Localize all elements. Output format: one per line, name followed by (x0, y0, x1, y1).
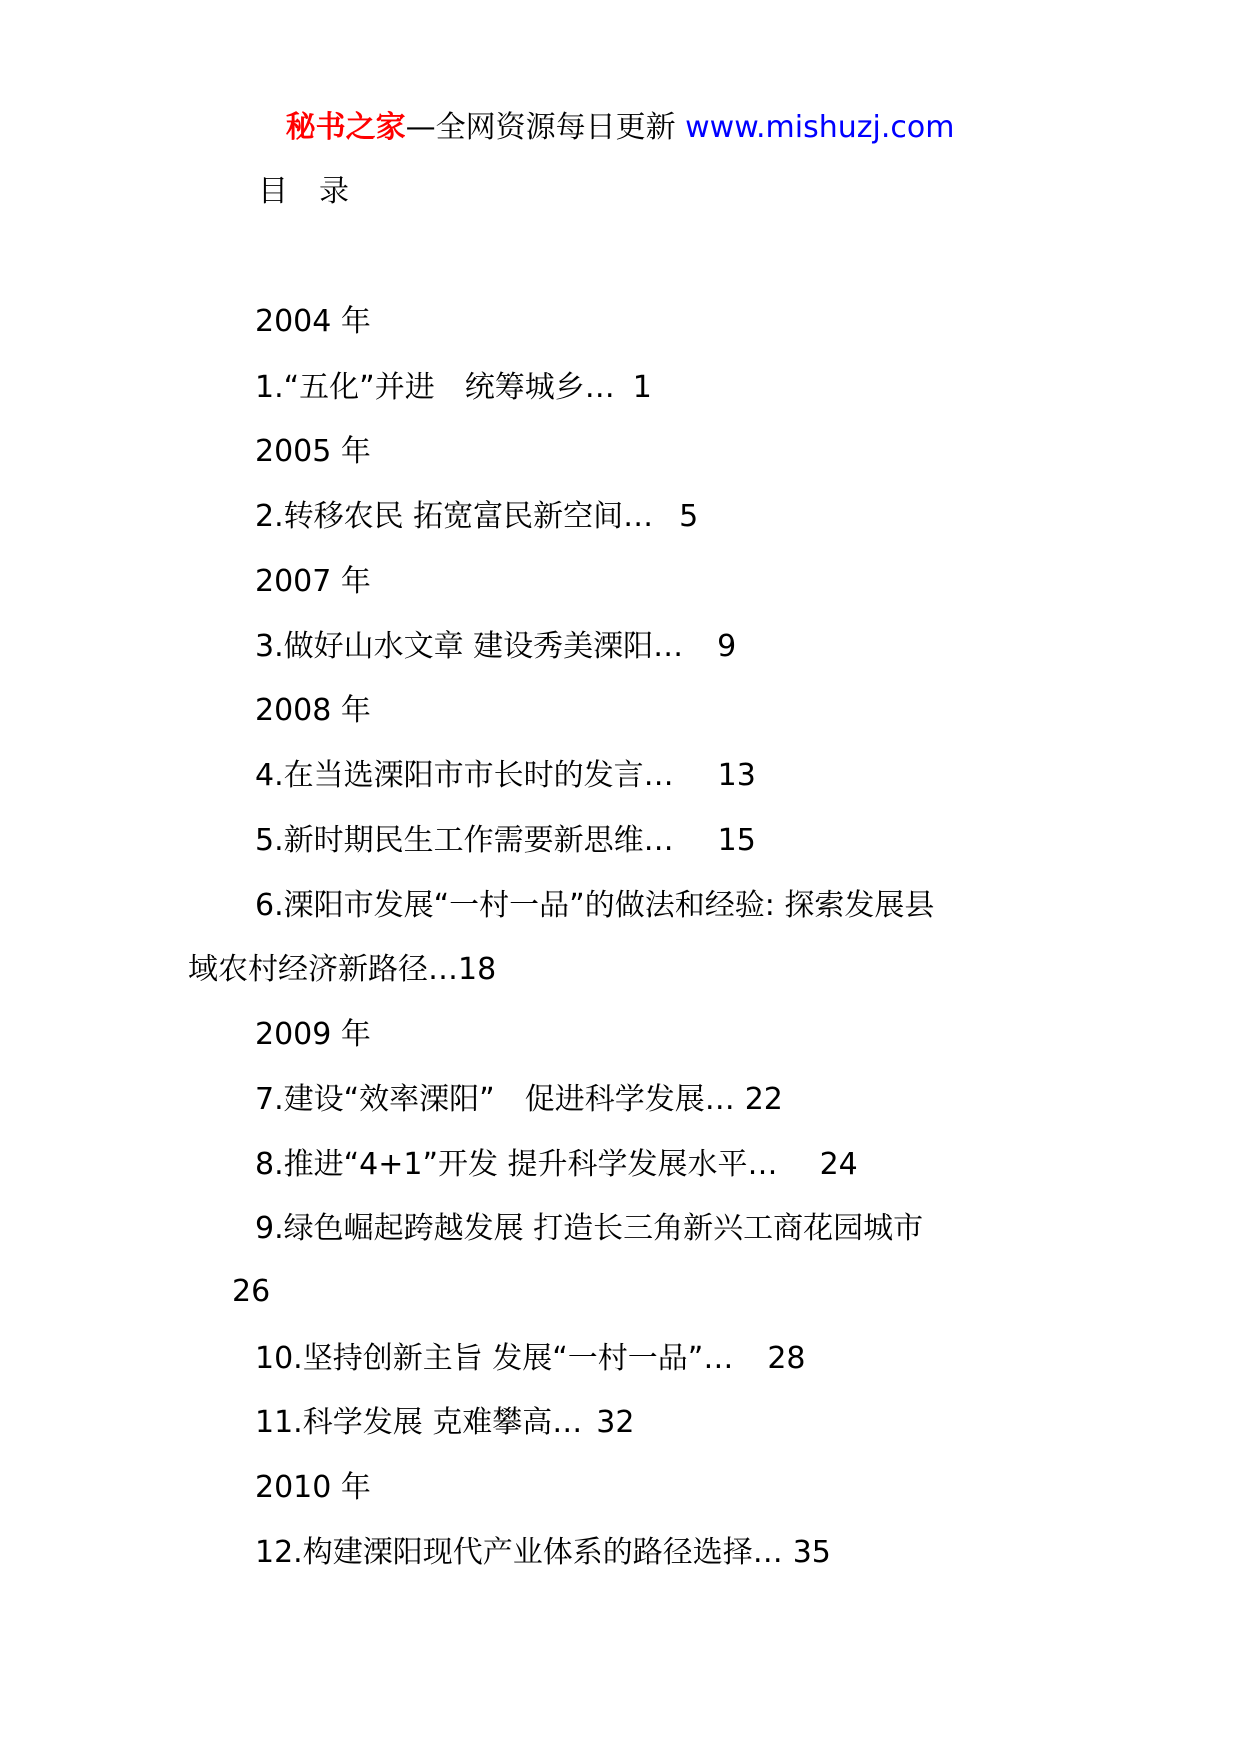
toc-item-8[interactable] (255, 1145, 858, 1185)
year-heading-2010: 2010 年 (255, 1470, 371, 1505)
title-char-1: 目 (258, 174, 289, 209)
toc-item-5[interactable] (255, 821, 756, 861)
header-tagline: —全网资源每日更新 (405, 110, 676, 145)
toc-item-title: 3.做好山水文章 建设秀美溧阳… (255, 629, 684, 664)
toc-item-title: 12.构建溧阳现代产业体系的路径选择… (255, 1535, 783, 1570)
toc-item-6[interactable] (255, 886, 934, 926)
page-title (258, 172, 350, 212)
toc-item-title: 9.绿色崛起跨越发展 打造长三角新兴工商花园城市 (255, 1211, 924, 1246)
toc-item-7[interactable] (255, 1080, 783, 1120)
brand-name: 秘书之家 (285, 110, 406, 145)
site-url-link[interactable]: www.mishuzj.com (685, 110, 955, 145)
toc-page-number: 24 (819, 1147, 858, 1182)
year-heading-2004: 2004 年 (255, 304, 371, 339)
toc-page-number: 5 (679, 499, 699, 534)
toc-item-title-line1: 6.溧阳市发展“一村一品”的做法和经验: 探索发展县 (255, 888, 935, 923)
year-heading-2008: 2008 年 (255, 693, 371, 728)
toc-item-2[interactable] (255, 497, 698, 537)
toc-item-title: 7.建设“效率溧阳” 促进科学发展… (255, 1082, 735, 1117)
toc-item-1[interactable] (255, 368, 652, 408)
toc-page-number: 32 (596, 1405, 635, 1440)
title-char-2: 录 (319, 174, 350, 209)
toc-item-9[interactable] (255, 1209, 923, 1249)
toc-page-number: 28 (767, 1341, 806, 1376)
toc-item-title-line2: 域农村经济新路径…18 (188, 952, 497, 987)
toc-page-number: 26 (232, 1274, 271, 1309)
toc-page-number: 9 (717, 629, 737, 664)
toc-item-12[interactable] (255, 1533, 831, 1573)
toc-item-3[interactable] (255, 627, 736, 667)
toc-item-4[interactable] (255, 756, 756, 796)
toc-page-number: 22 (744, 1082, 783, 1117)
toc-item-11[interactable] (255, 1403, 634, 1443)
year-heading-2005: 2005 年 (255, 434, 371, 469)
toc-page-number: 13 (717, 758, 756, 793)
year-heading-2007: 2007 年 (255, 564, 371, 599)
toc-item-9-page[interactable] (232, 1272, 270, 1312)
toc-item-title: 11.科学发展 克难攀高… (255, 1405, 583, 1440)
toc-item-10[interactable] (255, 1339, 806, 1379)
toc-page-number: 15 (717, 823, 756, 858)
toc-item-title: 4.在当选溧阳市市长时的发言… (255, 758, 674, 793)
toc-page-number: 1 (632, 370, 652, 405)
toc-item-title: 5.新时期民生工作需要新思维… (255, 823, 674, 858)
toc-item-6-continued[interactable] (188, 950, 496, 990)
toc-item-title: 10.坚持创新主旨 发展“一村一品”… (255, 1341, 734, 1376)
toc-page-number: 35 (792, 1535, 831, 1570)
toc-item-title: 1.“五化”并进 统筹城乡… (255, 370, 615, 405)
toc-item-title: 2.转移农民 拓宽富民新空间… (255, 499, 654, 534)
site-header (0, 108, 1240, 148)
year-heading-2009: 2009 年 (255, 1017, 371, 1052)
toc-item-title: 8.推进“4+1”开发 提升科学发展水平… (255, 1147, 778, 1182)
